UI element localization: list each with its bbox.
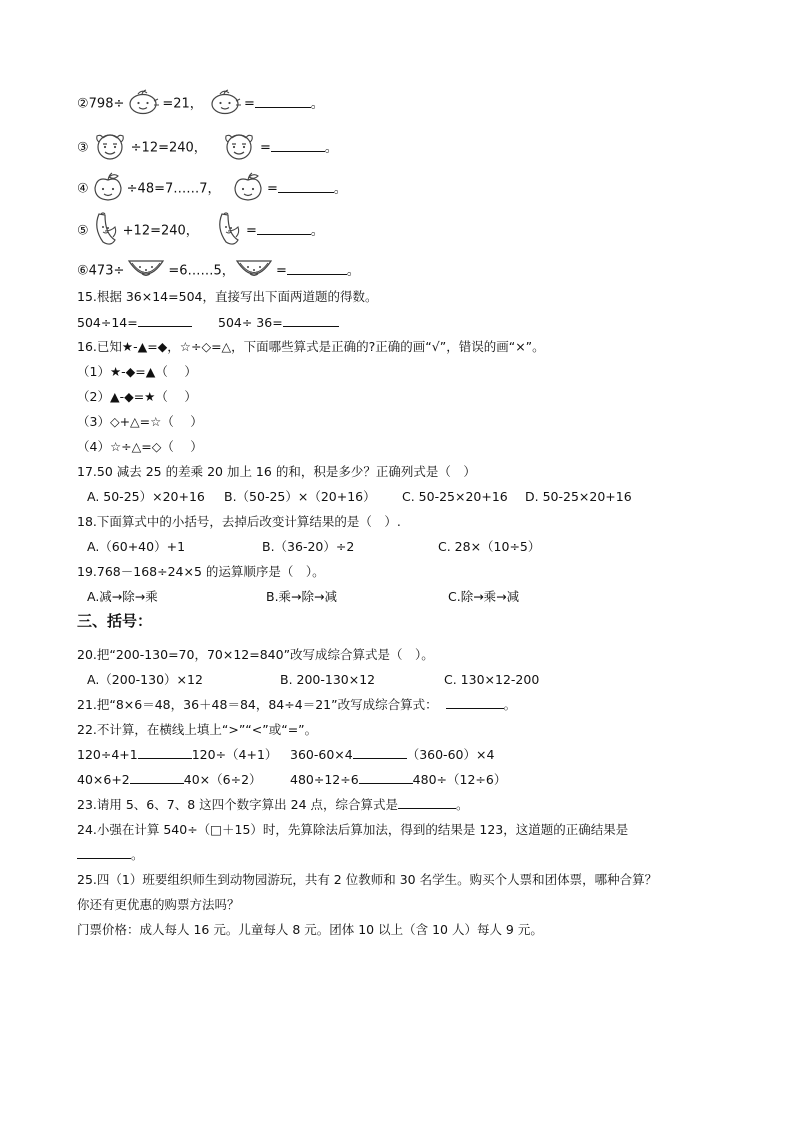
expr-end: 。 bbox=[310, 96, 324, 112]
q20-option-a[interactable]: A.（200-130）×12 bbox=[87, 672, 203, 687]
figure-row bbox=[77, 130, 207, 166]
figure-row bbox=[77, 255, 235, 287]
expr-prefix: 473÷ bbox=[88, 263, 125, 279]
expr-end: 。 bbox=[333, 181, 347, 197]
question-marker: ⑤ bbox=[77, 223, 89, 239]
pear-face-icon bbox=[208, 89, 242, 119]
q16-item: （4）☆÷△=◇（ ） bbox=[77, 439, 203, 454]
question-marker: ② bbox=[77, 96, 89, 112]
q19-option-c[interactable]: C.除→乘→减 bbox=[448, 589, 520, 604]
q22-blank[interactable] bbox=[138, 746, 192, 759]
figure-row bbox=[77, 89, 203, 119]
expr-equals: = bbox=[267, 181, 278, 197]
q22-text: 22.不计算，在横线上填上“>”“<”或“=”。 bbox=[77, 722, 318, 737]
q23-blank[interactable] bbox=[398, 796, 456, 809]
banana-icon bbox=[91, 211, 121, 251]
q16-item: （2）▲-◆=★（ ） bbox=[77, 389, 197, 404]
expr-middle: +12=240， bbox=[122, 223, 199, 239]
expr-middle: =6……5， bbox=[168, 263, 235, 279]
q19-option-a[interactable]: A.减→除→乘 bbox=[87, 589, 158, 604]
q17-option-d[interactable]: D. 50-25×20+16 bbox=[525, 489, 632, 504]
q15-a: 504÷14= bbox=[77, 315, 138, 330]
section-heading: 三、括号： bbox=[77, 612, 153, 630]
q22-blank[interactable] bbox=[359, 771, 413, 784]
figure-row-answer bbox=[229, 171, 347, 207]
old-man-face-icon bbox=[91, 130, 129, 166]
answer-blank[interactable] bbox=[257, 222, 311, 235]
answer-blank[interactable] bbox=[278, 180, 334, 193]
pear-face-icon bbox=[126, 89, 160, 119]
figure-row-answer bbox=[206, 89, 324, 119]
q22-row2-right: 480÷12÷6 480÷（12÷6） bbox=[290, 772, 507, 787]
answer-blank[interactable] bbox=[287, 262, 347, 275]
old-man-face-icon bbox=[220, 130, 258, 166]
figure-row-answer bbox=[212, 211, 324, 251]
q25-line3: 门票价格：成人每人 16 元。儿童每人 8 元。团体 10 以上（含 10 人）每人 9 元。 bbox=[77, 922, 543, 937]
q15-blank-b[interactable] bbox=[283, 314, 339, 327]
q17-option-b[interactable]: B.（50-25）×（20+16） bbox=[224, 489, 376, 504]
q25-line1: 25.四（1）班要组织师生到动物园游玩，共有 2 位教师和 30 名学生。购买个人票和团体票，哪种合算？ bbox=[77, 872, 658, 887]
figure-row bbox=[77, 171, 221, 207]
q18-option-a[interactable]: A.（60+40）+1 bbox=[87, 539, 186, 554]
watermelon-icon bbox=[126, 255, 166, 287]
q17-option-c[interactable]: C. 50-25×20+16 bbox=[402, 489, 508, 504]
figure-row-answer bbox=[232, 255, 360, 287]
q15-blank-a[interactable] bbox=[138, 314, 192, 327]
q20-option-b[interactable]: B. 200-130×12 bbox=[280, 672, 376, 687]
q17-text: 17.50 减去 25 的差乘 20 加上 16 的和，积是多少？正确列式是（ ） bbox=[77, 464, 476, 479]
expr-middle: ÷12=240， bbox=[130, 140, 207, 156]
q19-text: 19.768－168÷24×5 的运算顺序是（ ）。 bbox=[77, 564, 325, 579]
q20-option-c[interactable]: C. 130×12-200 bbox=[444, 672, 540, 687]
q21-blank[interactable] bbox=[446, 696, 504, 709]
q19-option-b[interactable]: B.乘→除→减 bbox=[266, 589, 337, 604]
q24-text: 24.小强在计算 540÷（□＋15）时，先算除法后算加法，得到的结果是 123，这道题的正确结果是 bbox=[77, 822, 629, 837]
q17-option-a[interactable]: A. 50-25）×20+16 bbox=[87, 489, 205, 504]
q18-option-b[interactable]: B.（36-20）÷2 bbox=[262, 539, 355, 554]
q16-text: 16.已知★-▲=◆，☆÷◇=△，下面哪些算式是正确的?正确的画“√”，错误的画“×”。 bbox=[77, 339, 545, 354]
q20-text: 20.把“200-130=70，70×12=840”改写成综合算式是（ ）。 bbox=[77, 647, 434, 662]
q16-item: （3）◇+△=☆（ ） bbox=[77, 414, 203, 429]
expr-end: 。 bbox=[324, 140, 338, 156]
q18-text: 18.下面算式中的小括号，去掉后改变计算结果的是（ ）. bbox=[77, 514, 401, 529]
q24-blank[interactable] bbox=[77, 846, 131, 859]
apple-face-icon bbox=[231, 171, 265, 207]
q16-item: （1）★-◆=▲（ ） bbox=[77, 364, 197, 379]
expr-middle: =21， bbox=[162, 96, 203, 112]
expr-equals: = bbox=[246, 223, 257, 239]
q22-blank[interactable] bbox=[130, 771, 184, 784]
q22-row1-left: 120÷4+1 120÷（4+1） bbox=[77, 747, 278, 762]
figure-row bbox=[77, 211, 199, 251]
apple-face-icon bbox=[91, 171, 125, 207]
answer-blank[interactable] bbox=[255, 95, 311, 108]
expr-end: 。 bbox=[310, 223, 324, 239]
watermelon-icon bbox=[234, 255, 274, 287]
question-marker: ④ bbox=[77, 181, 89, 197]
q15-text: 15.根据 36×14=504，直接写出下面两道题的得数。 bbox=[77, 289, 378, 304]
q22-blank[interactable] bbox=[353, 746, 407, 759]
q23-line: 23.请用 5、6、7、8 这四个数字算出 24 点，综合算式是 。 bbox=[77, 797, 469, 812]
q21-line: 21.把“8×6＝48，36＋48＝84，84÷4＝21”改写成综合算式： 。 bbox=[77, 697, 517, 712]
question-marker: ⑥ bbox=[77, 263, 89, 279]
expr-middle: ÷48=7……7， bbox=[126, 181, 221, 197]
banana-icon bbox=[214, 211, 244, 251]
q15-answer-b: 504÷ 36= bbox=[218, 314, 339, 332]
q22-row2-left: 40×6+2 40×（6÷2） bbox=[77, 772, 262, 787]
figure-row-answer bbox=[218, 130, 338, 166]
expr-end: 。 bbox=[346, 263, 360, 279]
expr-prefix: 798÷ bbox=[88, 96, 125, 112]
q18-option-c[interactable]: C. 28×（10÷5） bbox=[438, 539, 541, 554]
expr-equals: = bbox=[260, 140, 271, 156]
q15-answers bbox=[77, 314, 192, 332]
q25-line2: 你还有更优惠的购票方法吗？ bbox=[77, 897, 240, 912]
q22-row1-right: 360-60×4 （360-60）×4 bbox=[290, 747, 495, 762]
answer-blank[interactable] bbox=[271, 139, 325, 152]
expr-equals: = bbox=[244, 96, 255, 112]
question-marker: ③ bbox=[77, 140, 89, 156]
expr-equals: = bbox=[276, 263, 287, 279]
q24-answer: 。 bbox=[77, 846, 144, 864]
